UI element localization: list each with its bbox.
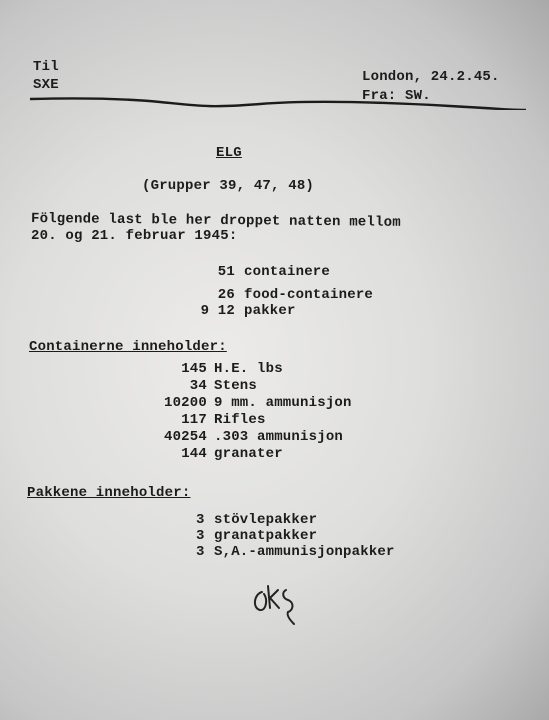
container-qty: 117 <box>181 412 207 428</box>
container-desc: .303 ammunisjon <box>214 429 344 445</box>
package-qty: 3 <box>196 528 205 544</box>
signature <box>248 578 308 628</box>
container-desc: 9 mm. ammunisjon <box>214 395 352 411</box>
drop-qty: 9 12 <box>200 303 235 319</box>
header-rule <box>30 96 526 110</box>
package-desc: granatpakker <box>214 528 318 544</box>
container-desc: Rifles <box>214 412 266 428</box>
packages-heading: Pakkene inneholder: <box>27 485 191 501</box>
container-qty: 10200 <box>163 395 207 411</box>
intro-line-2: 20. og 21. februar 1945: <box>31 228 238 244</box>
package-qty: 3 <box>196 512 205 528</box>
containers-heading: Containerne inneholder: <box>29 339 227 355</box>
container-qty: 144 <box>181 446 207 462</box>
document-title: ELG <box>216 145 242 161</box>
container-qty: 34 <box>189 378 207 394</box>
from-line: Fra: SW. <box>362 88 431 104</box>
container-desc: H.E. lbs <box>214 361 283 377</box>
container-qty: 40254 <box>163 429 207 445</box>
to-label: Til <box>33 59 59 75</box>
package-qty: 3 <box>196 544 205 560</box>
package-desc: stövlepakker <box>214 512 318 528</box>
drop-qty: 26 <box>217 287 235 303</box>
groups-line: (Grupper 39, 47, 48) <box>142 178 315 194</box>
container-qty: 145 <box>181 361 207 377</box>
intro-line-1: Fölgende last ble her droppet natten mellom <box>30 211 401 231</box>
drop-desc: pakker <box>244 303 296 319</box>
container-desc: Stens <box>214 378 258 394</box>
place-date: London, 24.2.45. <box>362 69 500 85</box>
drop-qty: 51 <box>217 264 235 280</box>
drop-desc: containere <box>244 264 331 280</box>
to-value: SXE <box>33 77 59 93</box>
container-desc: granater <box>214 446 283 462</box>
package-desc: S,A.-ammunisjonpakker <box>214 544 395 560</box>
drop-desc: food-containere <box>244 287 374 303</box>
